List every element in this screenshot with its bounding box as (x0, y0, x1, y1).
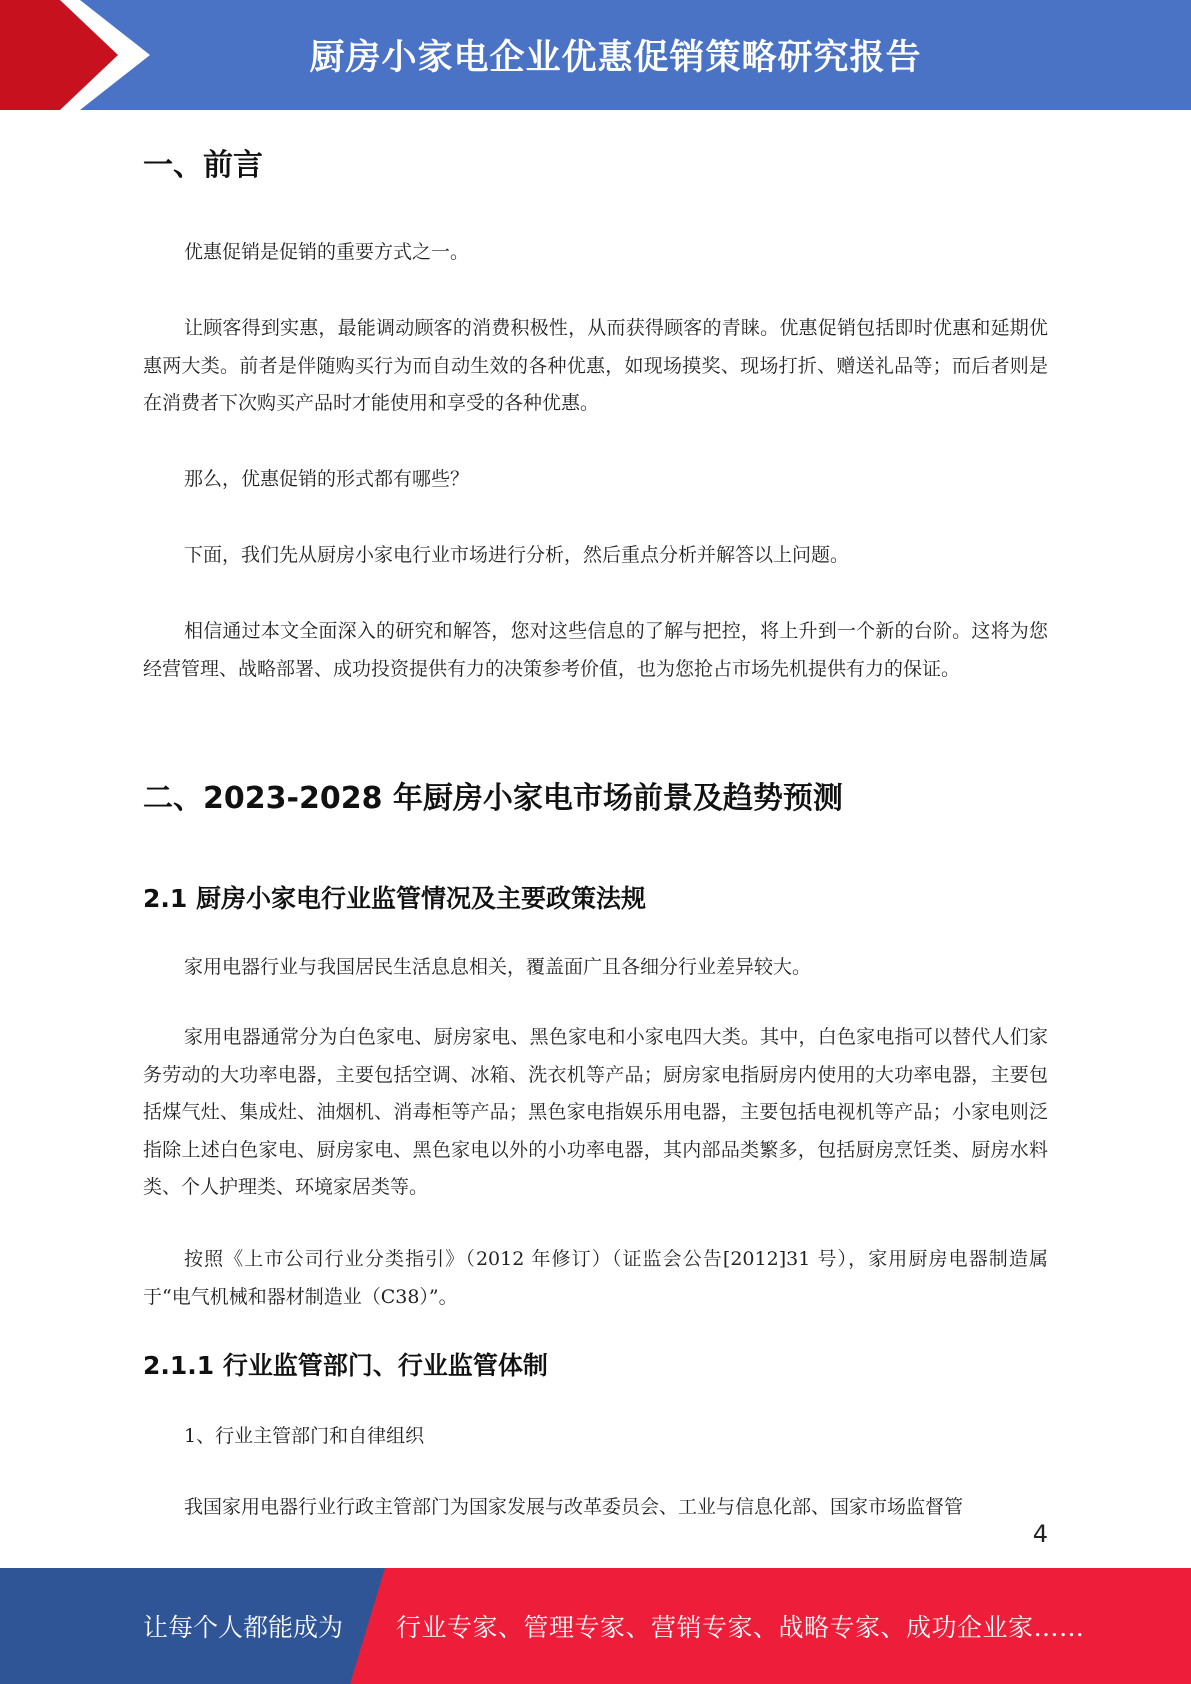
subsection-heading-regulation: 2.1 厨房小家电行业监管情况及主要政策法规 (143, 884, 646, 913)
paragraph: 优惠促销是促销的重要方式之一。 (184, 241, 470, 263)
paragraph: 家用电器行业与我国居民生活息息相关，覆盖面广且各细分行业差异较大。 (184, 956, 812, 978)
section-heading-forecast: 二、2023-2028 年厨房小家电市场前景及趋势预测 (143, 781, 843, 816)
footer-banner (0, 1568, 1191, 1684)
chevron-decoration-icon (0, 0, 150, 110)
paragraph: 相信通过本文全面深入的研究和解答，您对这些信息的了解与把控，将上升到一个新的台阶。这将为您经营管理、战略部署、成功投资提供有力的决策参考价值，也为您抢占市场先机提供有力的保证。 (143, 620, 1048, 680)
footer-slogan-right: 行业专家、管理专家、营销专家、战略专家、成功企业家…… (396, 1613, 1085, 1642)
paragraph: 我国家用电器行业行政主管部门为国家发展与改革委员会、工业与信息化部、国家市场监督管 (184, 1496, 964, 1518)
paragraph: 下面，我们先从厨房小家电行业市场进行分析，然后重点分析并解答以上问题。 (184, 544, 850, 566)
paragraph: 家用电器通常分为白色家电、厨房家电、黑色家电和小家电四大类。其中，白色家电指可以替代人们家务劳动的大功率电器，主要包括空调、冰箱、洗衣机等产品；厨房家电指厨房内使用的大功率电器，主要包括煤气灶、集成灶、油烟机、消毒柜等产品；黑色家电指娱乐用电器，主要包括电视机等产品；小家电则泛指除上述白色家电、厨房家电、黑色家电以外的小功率电器，其内部品类繁多，包括厨房烹饪类、厨房水料类、个人护理类、环境家居类等。 (143, 1026, 1048, 1198)
paragraph: 1、行业主管部门和自律组织 (184, 1425, 425, 1447)
paragraph: 让顾客得到实惠，最能调动顾客的消费积极性，从而获得顾客的青睐。优惠促销包括即时优惠和延期优惠两大类。前者是伴随购买行为而自动生效的各种优惠，如现场摸奖、现场打折、赠送礼品等；而后者则是在消费者下次购买产品时才能使用和享受的各种优惠。 (143, 317, 1048, 414)
page-number: 4 (1032, 1520, 1048, 1548)
paragraph: 那么，优惠促销的形式都有哪些？ (184, 468, 470, 490)
section-heading-preface: 一、前言 (143, 148, 263, 183)
footer-slogan-left: 让每个人都能成为 (143, 1613, 344, 1642)
header-banner (0, 0, 1191, 110)
subsection-heading-supervision: 2.1.1 行业监管部门、行业监管体制 (143, 1351, 548, 1380)
report-title: 厨房小家电企业优惠促销策略研究报告 (309, 38, 922, 78)
paragraph: 按照《上市公司行业分类指引》（2012 年修订）（证监会公告[2012]31 号），家用厨房电器制造属于“电气机械和器材制造业（C38）”。 (143, 1248, 1048, 1308)
